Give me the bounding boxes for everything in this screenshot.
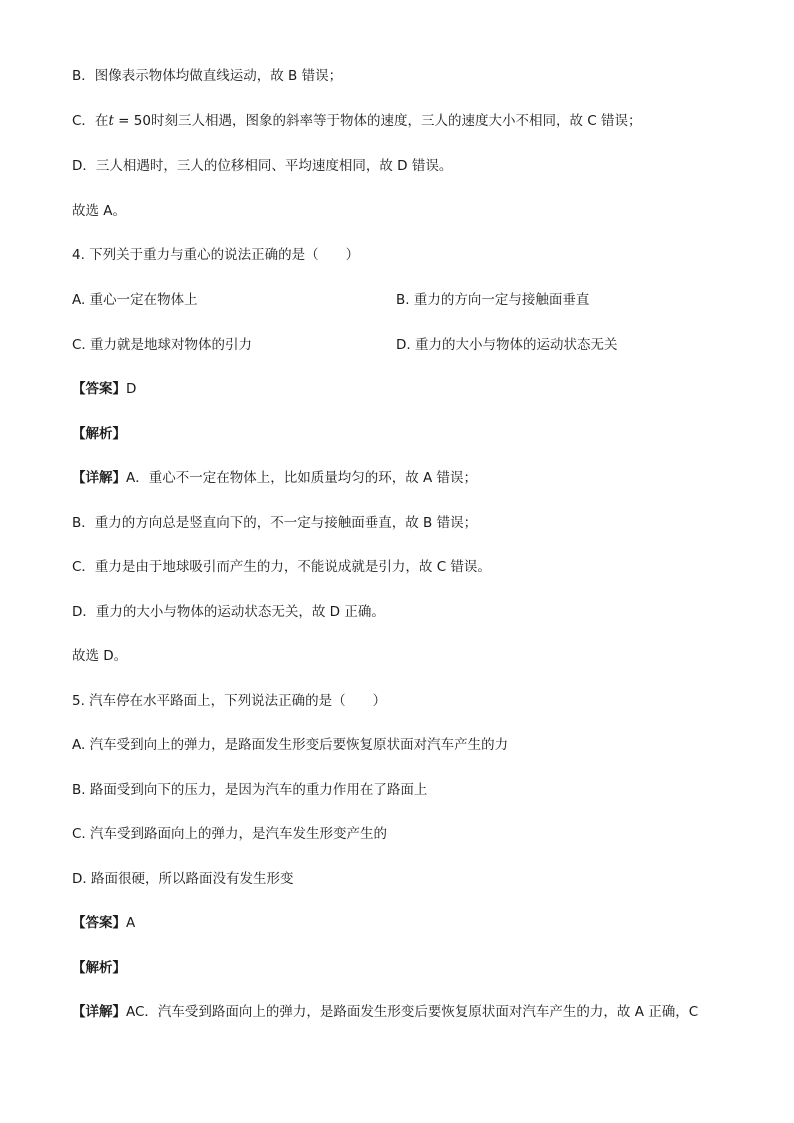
prev-choice: 故选 A。 — [72, 203, 127, 219]
q4-answer-tag: 【答案】 — [72, 381, 126, 397]
q4-detail-d: D．重力的大小与物体的运动状态无关，故 D 正确。 — [72, 604, 385, 620]
q5-detail-ac-text: AC．汽车受到路面向上的弹力，是路面发生形变后要恢复原状面对汽车产生的力，故 A 正确，C — [126, 1004, 699, 1020]
q4-answer — [72, 380, 136, 398]
q4-option-b: B. 重力的方向一定与接触面垂直 — [396, 292, 590, 308]
q5-answer-tag: 【答案】 — [72, 915, 126, 931]
q5-option-d: D. 路面很硬，所以路面没有发生形变 — [72, 871, 294, 887]
q5-stem: 5. 汽车停在水平路面上，下列说法正确的是（ ） — [72, 693, 387, 709]
q4-stem: 4. 下列关于重力与重心的说法正确的是（ ） — [72, 247, 360, 263]
q5-option-c: C. 汽车受到路面向上的弹力，是汽车发生形变产生的 — [72, 826, 388, 842]
prev-c-equals: = 50 — [113, 113, 151, 129]
q5-option-a: A. 汽车受到向上的弹力，是路面发生形变后要恢复原状面对汽车产生的力 — [72, 737, 509, 753]
q4-detail-b: B．重力的方向总是竖直向下的，不一定与接触面垂直，故 B 错误； — [72, 515, 478, 531]
q4-detail-tag: 【详解】 — [72, 470, 126, 486]
prev-c-prefix: C．在 — [72, 113, 109, 129]
q4-option-a: A. 重心一定在物体上 — [72, 292, 198, 308]
q4-option-c: C. 重力就是地球对物体的引力 — [72, 337, 253, 353]
q5-answer — [72, 914, 135, 932]
prev-explanation-b: B．图像表示物体均做直线运动，故 B 错误； — [72, 68, 343, 84]
q5-analysis-tag: 【解析】 — [72, 960, 126, 976]
q5-option-b: B. 路面受到向下的压力，是因为汽车的重力作用在了路面上 — [72, 782, 428, 798]
q4-answer-value: D — [126, 381, 137, 397]
prev-c-text: 时刻三人相遇，图象的斜率等于物体的速度，三人的速度大小不相同，故 C 错误； — [150, 113, 642, 129]
time-variable: t — [108, 113, 114, 129]
q4-choice: 故选 D。 — [72, 648, 128, 664]
q4-detail-a — [72, 469, 477, 487]
q4-detail-c: C．重力是由于地球吸引而产生的力，不能说成就是引力，故 C 错误。 — [72, 559, 491, 575]
q5-detail-ac — [72, 1003, 698, 1021]
q5-detail-tag: 【详解】 — [72, 1004, 126, 1020]
q4-analysis-tag: 【解析】 — [72, 426, 126, 442]
prev-explanation-d: D．三人相遇时，三人的位移相同、平均速度相同，故 D 错误。 — [72, 158, 453, 174]
q5-answer-value: A — [126, 915, 136, 931]
prev-explanation-c — [72, 112, 641, 130]
q4-detail-a-text: A．重心不一定在物体上，比如质量均匀的环，故 A 错误； — [126, 470, 478, 486]
q4-option-d: D. 重力的大小与物体的运动状态无关 — [396, 337, 618, 353]
